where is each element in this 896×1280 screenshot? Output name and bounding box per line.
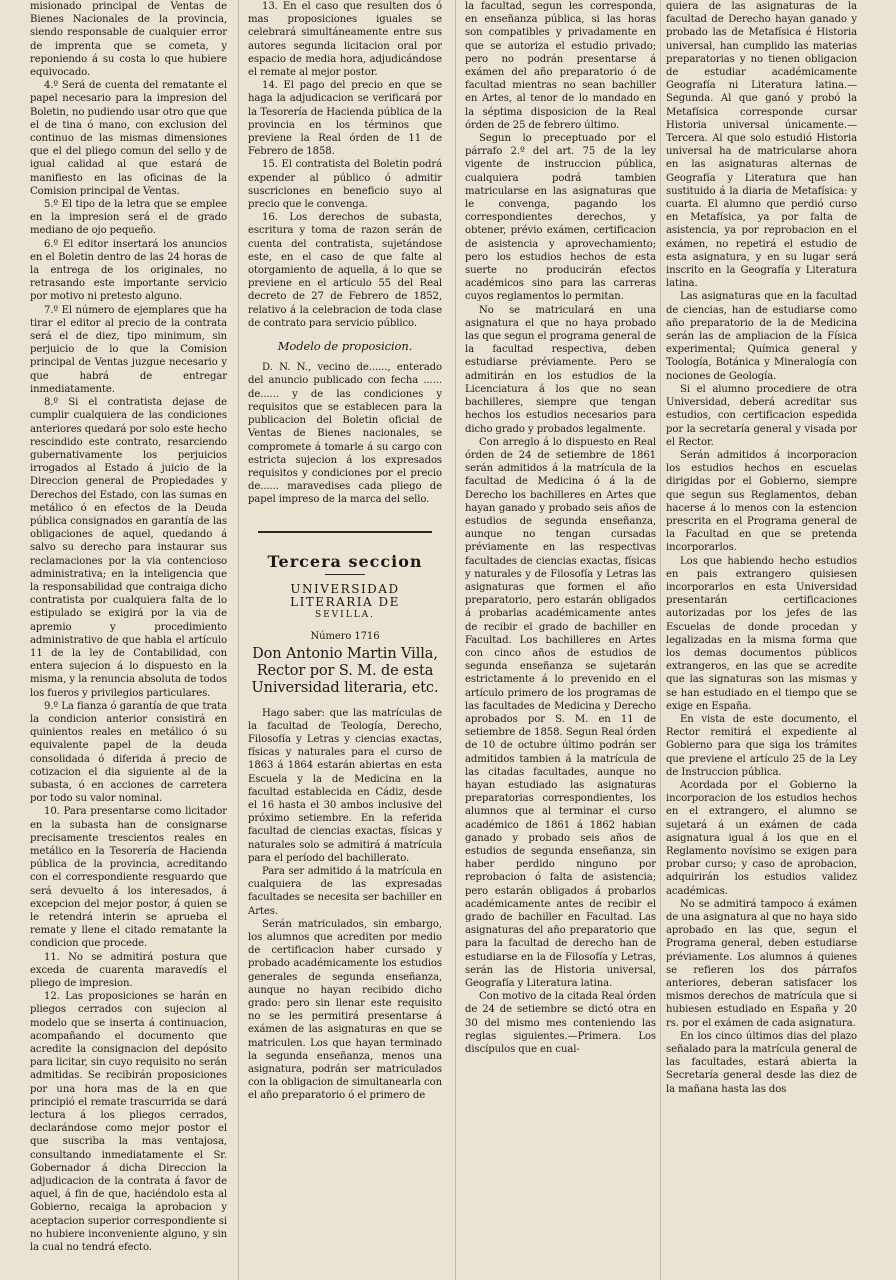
paragraph: 7.º El número de ejemplares que ha tirar el editor al precio de la contrata será el de diez, tipo minimum, sin perjuicio de lo que la Comision principal de Ventas juzgue necesario y que habrá de entregar inmediatamente. <box>30 304 227 395</box>
university-heading: UNIVERSIDAD LITERARIA DE <box>290 581 400 609</box>
column-2 <box>248 0 442 1280</box>
column-rule <box>660 0 661 1280</box>
column-3 <box>465 0 656 1280</box>
paragraph: Segun lo preceptuado por el párrafo 2.º del art. 75 de la ley vigente de instruccion pública, cualquiera podrá tambien matricularse en las asignaturas que le convenga, pagando los correspondientes derechos, y obtener, prévio exámen, certificacion de asistencia y aprovechamiento; pero los estudios hechos de esta suerte no producirán efectos académicos sino para las carreras cuyos reglamentos lo permitan. <box>465 133 656 303</box>
paragraph: 16. Los derechos de subasta, escritura y toma de razon serán de cuenta del contratista, sujetándose este, en el caso de que falte al otorgamiento de aquella, á lo que se previene en el artículo 55 del Real decreto de 27 de Febrero de 1852, relativo á la celebracion de toda clase de contrato para servicio público. <box>248 212 442 329</box>
paragraph: Con motivo de la citada Real órden de 24 de setiembre se dictó otra en 30 del mismo mes conteniendo las reglas siguientes.—Primera. Los discípulos que en cual- <box>465 991 656 1056</box>
section-title: Tercera seccion <box>267 551 423 571</box>
column-4 <box>666 0 857 1280</box>
paragraph: quiera de las asignaturas de la facultad de Derecho hayan ganado y probado las de Metafísica é Historia universal, han cumplido las materias preparatorias y no tienen obligacion de estudiar académicamente Geografía ni Literatura latina.—Segunda. Al que ganó y probó la Metafísica corresponde cursar Historia universal únicamente.—Tercera. Al que solo estudió Historia universal ha de matricularse ahora en las asignaturas alternas de Geografía y Literatura que han sustituido á la diaria de Metafísica: y cuarta. El alumno que perdió curso en Metafísica, ya por falta de asistencia, ya por reprobacion en el exámen, no repetirá el estudio de esta asignatura, y en su lugar será inscrito en la Geografía y Literatura latina. <box>666 1 857 290</box>
column-1 <box>30 0 227 1280</box>
short-divider <box>325 574 365 575</box>
notice-number: Número 1716 <box>310 631 380 643</box>
paragraph: 10. Para presentarse como licitador en la subasta han de consignarse precisamente trescientos reales en metálico en la Tesorería de Hacienda pública de la provincia, acreditando con el correspondiente resguardo que será devuelto á los interesados, á excepcion del mejor postor, á quien se le retendrá interin se aprueba el remate y llene el citado rematante la condicion que procede. <box>30 806 227 950</box>
paragraph: No se admitirá tampoco á exámen de una asignatura al que no haya sido aprobado en las que, segun el Programa general, deben estudiarse préviamente. Los alumnos á quienes se refieren los dos párrafos anteriores, deberan satisfacer los mismos derechos de matrícula que si hubiesen estudiado en España y 20 rs. por el exámen de cada asignatura. <box>666 898 857 1029</box>
paragraph: Las asignaturas que en la facultad de ciencias, han de estudiarse como año preparatorio de la de Medicina serán las de ampliacion de la Física experimental; Química general y Toología, Botánica y Mineralogía con nociones de Geología. <box>666 291 857 382</box>
paragraph: 6.º El editor insertará los anuncios en el Boletin dentro de las 24 horas de la entrega de los originales, no retrasando este importante servicio por motivo ni pretesto alguno. <box>30 238 227 303</box>
paragraph: misionado principal de Ventas de Bienes Nacionales de la provincia, siendo responsable de cualquier error de imprenta que se cometa, y reponiendo á su costa lo que hubiere equivocado. <box>30 1 227 79</box>
paragraph: 11. No se admitirá postura que exceda de cuarenta maravedís el pliego de impresion. <box>30 951 227 990</box>
paragraph: 13. En el caso que resulten dos ó mas proposiciones iguales se celebrará simultáneamente entre sus autores segunda licitacion oral por espacio de media hora, adjudicándose el remate al mejor postor. <box>248 1 442 79</box>
column-rule <box>238 0 239 1280</box>
paragraph: Serán admitidos á incorporacion los estudios hechos en escuelas dirigidas por el Gobierno, siempre que segun sus Reglamentos, deban hacerse á lo menos con la estencion prescrita en el Programa general de la Facultad en que se pretenda incorporarlos. <box>666 449 857 554</box>
paragraph: 5.º El tipo de la letra que se emplee en la impresion será el de grado mediano de ojo pequeño. <box>30 199 227 237</box>
paragraph: 4.º Será de cuenta del rematante el papel necesario para la impresion del Boletin, no pudiendo usar otro que que el de tina ó mano, con exclusion del continuo de las mismas dimensiones que el del pliego comun del sello y de igual calidad al que estará de manifiesto en las oficinas de la Comision principal de Ventas. <box>30 80 227 197</box>
paragraph: En vista de este documento, el Rector remitirá el expediente al Gobierno para que siga los trámites que previene el artículo 25 de la Ley de Instruccion pública. <box>666 713 857 778</box>
paragraph: No se matriculará en una asignatura el que no haya probado las que segun el programa general de la facultad respectiva, deben estudiarse préviamente. Pero se admitirán en los estudios de la Licenciatura á los que no sean bachilleres, siempre que tengan hechos los estudios necesarios para dicho grado y probados legalmente. <box>465 304 656 435</box>
section-divider <box>258 531 432 533</box>
paragraph: Hago saber: que las matrículas de la facultad de Teología, Derecho, Filosofía y Letras y ciencias exactas, físicas y naturales para el curso de 1863 á 1864 estarán abiertas en esta Escuela y la de Medicina en la facultad establecida en Cádiz, desde el 16 hasta el 30 ambos inclusive del próximo setiembre. En la referida facultad de ciencias exactas, físicas y naturales solo se admitirá á matrícula para el período del bachillerato. <box>248 707 442 864</box>
paragraph: 14. El pago del precio en que se haga la adjudicacion se verificará por la Tesorería de Hacienda pública de la provincia en los términos que previene la Real órden de 11 de Febrero de 1858. <box>248 80 442 158</box>
paragraph: 12. Las proposiciones se harán en pliegos cerrados con sujecion al modelo que se inserta á continuacion, acompañando el documento que acredite la consignacion del depósito para licitar, sin cuyo requisito no serán admitidas. Se recibirán proposiciones por una hora mas de la en que principió el remate trascurrida se dará lectura á los pliegos cerrados, declarándose como mejor postor el que suscriba la mas ventajosa, consultando inmediatamente el Sr. Gobernador á dicha Direccion la adjudicacion de la contrata á favor de aquel, á fin de que, haciéndolo esta al Gobierno, recaiga la aprobacion y aceptacion superior correspondiente si no hubiere inconveniente alguno, y sin la cual no tendrá efecto. <box>30 991 227 1254</box>
modelo-title: Modelo de proposicion. <box>277 339 413 354</box>
paragraph: Serán matriculados, sin embargo, los alumnos que acrediten por medio de certificacion haber cursado y probado académicamente los estudios generales de segunda enseñanza, aunque no hayan recibido dicho grado: pero sin llenar este requisito no se les permitirá presentarse á exámen de las asignaturas en que se matriculen. Los que hayan terminado la segunda enseñanza, menos una asignatura, podrán ser matriculados con la obligacion de simultanearla con el año preparatorio ó el primero de <box>248 918 442 1102</box>
column-rule <box>455 0 456 1280</box>
paragraph: Con arreglo á lo dispuesto en Real órden de 24 de setiembre de 1861 serán admitidos á la matrícula de la facultad de Medicina ó á la de Derecho los bachilleres en Artes que hayan ganado y probado seis años de estudios de segunda enseñanza, aunque no tengan cursadas préviamente en las respectivas facultades de ciencias exactas, físicas y naturales y de Filosofía y Letras las asignaturas que formen el año preparatorio, pero estarán obligados á probarlas académicamente antes de recibir el grado de bachiller en Facultad. Los bachilleres en Artes con cinco años de estudios de segunda enseñanza se sujetarán estrictamente á lo prevenido en el artículo primero de los programas de las facultades de Medicina y Derecho aprobados por S. M. en 11 de setiembre de 1858. Segun Real órden de 10 de octubre último podrán ser admitidos tambien á la matrícula de las citadas facultades, aunque no hayan estudiado las asignaturas preparatorias correspondientes, los alumnos que al terminar el curso académico de 1861 á 1862 habian ganado y probado seis años de estudios de segunda enseñanza, sin haber perdido ninguno por reprobacion ó falta de asistencia; pero estarán obligados á probarlos académicamente antes de recibir el grado de bachiller en Facultad. Las asignaturas del año preparatorio que para la facultad de derecho han de estudiarse en la de Filosofía y Letras, serán las de Historia universal, Geografía y Literatura latina. <box>465 436 656 990</box>
rector-heading: Don Antonio Martin Villa, Rector por S. M. de esta Universidad literaria, etc. <box>251 645 439 696</box>
city-heading: SEVILLA. <box>314 610 376 621</box>
paragraph: 15. El contratista del Boletin podrá expender al público ó admitir suscriciones en beneficio suyo al precio que le convenga. <box>248 159 442 211</box>
paragraph: la facultad, segun les corresponda, en enseñanza pública, si las horas son compatibles y privadamente en que se autoriza el estudio privado; pero no podrán presentarse á exámen del año preparatorio ó de facultad mientras no sean bachiller en Artes, al tenor de lo mandado en la séptima disposicion de la Real órden de 25 de febrero último. <box>465 1 656 131</box>
modelo-text: D. N. N., vecino de......, enterado del anuncio publicado con fecha ...... de...... y de las condiciones y requisitos que se establecen para la publicacion del Boletin oficial de Ventas de Bienes nacionales, se compromete á tomarle á su cargo con estricta sujecion á los expresados requisitos y condiciones por el precio de...... maravedises cada pliego de papel impreso de la marca del sello. <box>248 362 442 506</box>
paragraph: Acordada por el Gobierno la incorporacion de los estudios hechos en el extrangero, el alumno se sujetará á un exámen de cada asignatura igual á los que en el Reglamento novísimo se exigen para probar curso; y caso de aprobacion, adquirirán los estudios validez académicas. <box>666 779 857 897</box>
paragraph: 9.º La fianza ó garantía de que trata la condicion anterior consistirá en quinientos reales en metálico ó su equivalente papel de la deuda consolidada ó diferida á precio de cotizacion el dia siguiente al de la subasta, ó en acciones de carretera por todo su valor nominal. <box>30 700 227 805</box>
paragraph: 8.º Si el contratista dejase de cumplir cualquiera de las condiciones anteriores quedará por solo este hecho rescindido este contrato, resarciendo gubernativamente los perjuicios irrogados al Estado á juicio de la Direccion general de Propiedades y Derechos del Estado, con las sumas en metálico ó en efectos de la Deuda pública consignados en garantía de las obligaciones de aquel, quedando á salvo su derecho para instaurar sus reclamaciones por la via contencioso administrativa; en la inteligencia que la responsabilidad que contraiga dicho contratista por cualquiera falta de lo estipulado se exigirá por la via de apremio y procedimiento administrativo de que habla el artículo 11 de la ley de Contabilidad, con entera sujecion á lo dispuesto en la misma, y la renuncia absoluta de todos los fueros y privilegios particulares. <box>30 397 227 699</box>
paragraph: En los cinco últimos dias del plazo señalado para la matrícula general de las facultades, estará abierta la Secretaría general desde las diez de la mañana hasta las dos <box>666 1030 857 1095</box>
paragraph: Los que habiendo hecho estudios en pais extrangero quisiesen incorporarlos en esta Universidad presentarán certificaciones autorizadas por los jefes de las Escuelas de donde procedan y legalizadas en la misma forma que los demas documentos públicos extrangeros, en las que se acredite que las signaturas son las mismas y se han estudiado en el tiempo que se exige en España. <box>666 555 857 712</box>
paragraph: Para ser admitido á la matrícula en cualquiera de las expresadas facultades se necesita ser bachiller en Artes. <box>248 865 442 917</box>
paragraph: Si el alumno procediere de otra Universidad, deberá acreditar sus estudios, con certificacion espedida por la secretaría general y visada por el Rector. <box>666 383 857 448</box>
